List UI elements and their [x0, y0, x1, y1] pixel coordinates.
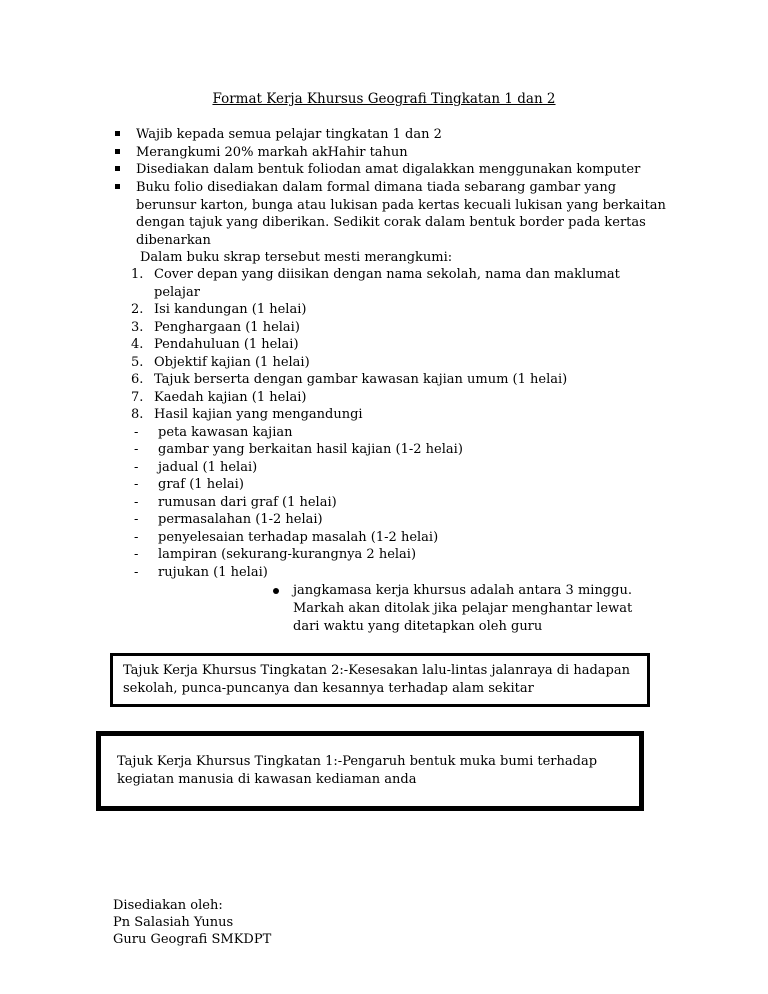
author-name: Pn Salasiah Yunus	[113, 915, 234, 930]
topic-box-line: Tajuk Kerja Khursus Tingkatan 1:-Pengaruh bentuk muka bumi terhadap	[117, 754, 598, 769]
list-number: 5.	[131, 355, 144, 370]
sub-item: gambar yang berkaitan hasil kajian (1-2 helai)	[158, 442, 463, 457]
list-number: 1.	[131, 267, 144, 282]
list-item: Isi kandungan (1 helai)	[154, 302, 307, 317]
dash-marker: -	[134, 442, 139, 457]
square-bullet-icon	[115, 149, 120, 154]
round-bullet-icon	[273, 588, 279, 594]
bullet-item-continued: berunsur karton, bunga atau lukisan pada kertas kecuali lukisan yang berkaitan	[136, 198, 666, 213]
list-intro: Dalam buku skrap tersebut mesti merangkumi:	[140, 250, 453, 265]
prepared-by-label: Disediakan oleh:	[113, 898, 223, 913]
author-role: Guru Geografi SMKDPT	[113, 932, 272, 947]
square-bullet-icon	[115, 166, 120, 171]
sub-item: rumusan dari graf (1 helai)	[158, 495, 337, 510]
dash-marker: -	[134, 477, 139, 492]
topic-box-line: sekolah, punca-puncanya dan kesannya terhadap alam sekitar	[123, 681, 534, 696]
list-number: 8.	[131, 407, 144, 422]
bullet-item: Wajib kepada semua pelajar tingkatan 1 dan 2	[136, 127, 442, 142]
list-number: 2.	[131, 302, 144, 317]
square-bullet-icon	[115, 131, 120, 136]
dash-marker: -	[134, 425, 139, 440]
sub-item: penyelesaian terhadap masalah (1-2 helai)	[158, 530, 439, 545]
sub-item: rujukan (1 helai)	[158, 565, 268, 580]
note-text: Markah akan ditolak jika pelajar menghantar lewat	[293, 601, 633, 616]
list-item-continued: pelajar	[154, 285, 200, 300]
list-number: 4.	[131, 337, 144, 352]
note-text: jangkamasa kerja khursus adalah antara 3 minggu.	[293, 583, 632, 598]
list-item: Tajuk berserta dengan gambar kawasan kajian umum (1 helai)	[154, 372, 568, 387]
bullet-item: Disediakan dalam bentuk foliodan amat digalakkan menggunakan komputer	[136, 162, 641, 177]
list-item: Kaedah kajian (1 helai)	[154, 390, 307, 405]
dash-marker: -	[134, 530, 139, 545]
document-title: Format Kerja Khursus Geografi Tingkatan 1 dan 2	[212, 91, 556, 107]
dash-marker: -	[134, 460, 139, 475]
dash-marker: -	[134, 547, 139, 562]
list-item: Penghargaan (1 helai)	[154, 320, 300, 335]
list-item: Pendahuluan (1 helai)	[154, 337, 299, 352]
list-number: 7.	[131, 390, 144, 405]
list-item: Cover depan yang diisikan dengan nama sekolah, nama dan maklumat	[154, 267, 620, 282]
topic-box-tingkatan-2	[110, 653, 650, 707]
note-text: dari waktu yang ditetapkan oleh guru	[293, 619, 543, 634]
topic-box-line: Tajuk Kerja Khursus Tingkatan 2:-Kesesakan lalu-lintas jalanraya di hadapan	[123, 663, 630, 678]
list-item: Hasil kajian yang mengandungi	[154, 407, 363, 422]
dash-marker: -	[134, 565, 139, 580]
topic-box-line: kegiatan manusia di kawasan kediaman anda	[117, 772, 417, 787]
sub-item: jadual (1 helai)	[158, 460, 258, 475]
list-number: 3.	[131, 320, 144, 335]
sub-item: permasalahan (1-2 helai)	[158, 512, 323, 527]
sub-item: peta kawasan kajian	[158, 425, 293, 440]
bullet-item-continued: dengan tajuk yang diberikan. Sedikit corak dalam bentuk border pada kertas	[136, 215, 646, 230]
sub-item: graf (1 helai)	[158, 477, 244, 492]
square-bullet-icon	[115, 184, 120, 189]
list-number: 6.	[131, 372, 144, 387]
dash-marker: -	[134, 512, 139, 527]
bullet-item-continued: dibenarkan	[136, 233, 211, 248]
sub-item: lampiran (sekurang-kurangnya 2 helai)	[158, 547, 417, 562]
bullet-item: Buku folio disediakan dalam formal dimana tiada sebarang gambar yang	[136, 180, 617, 195]
topic-box-tingkatan-1	[96, 731, 644, 811]
list-item: Objektif kajian (1 helai)	[154, 355, 310, 370]
dash-marker: -	[134, 495, 139, 510]
bullet-item: Merangkumi 20% markah akHahir tahun	[136, 145, 408, 160]
